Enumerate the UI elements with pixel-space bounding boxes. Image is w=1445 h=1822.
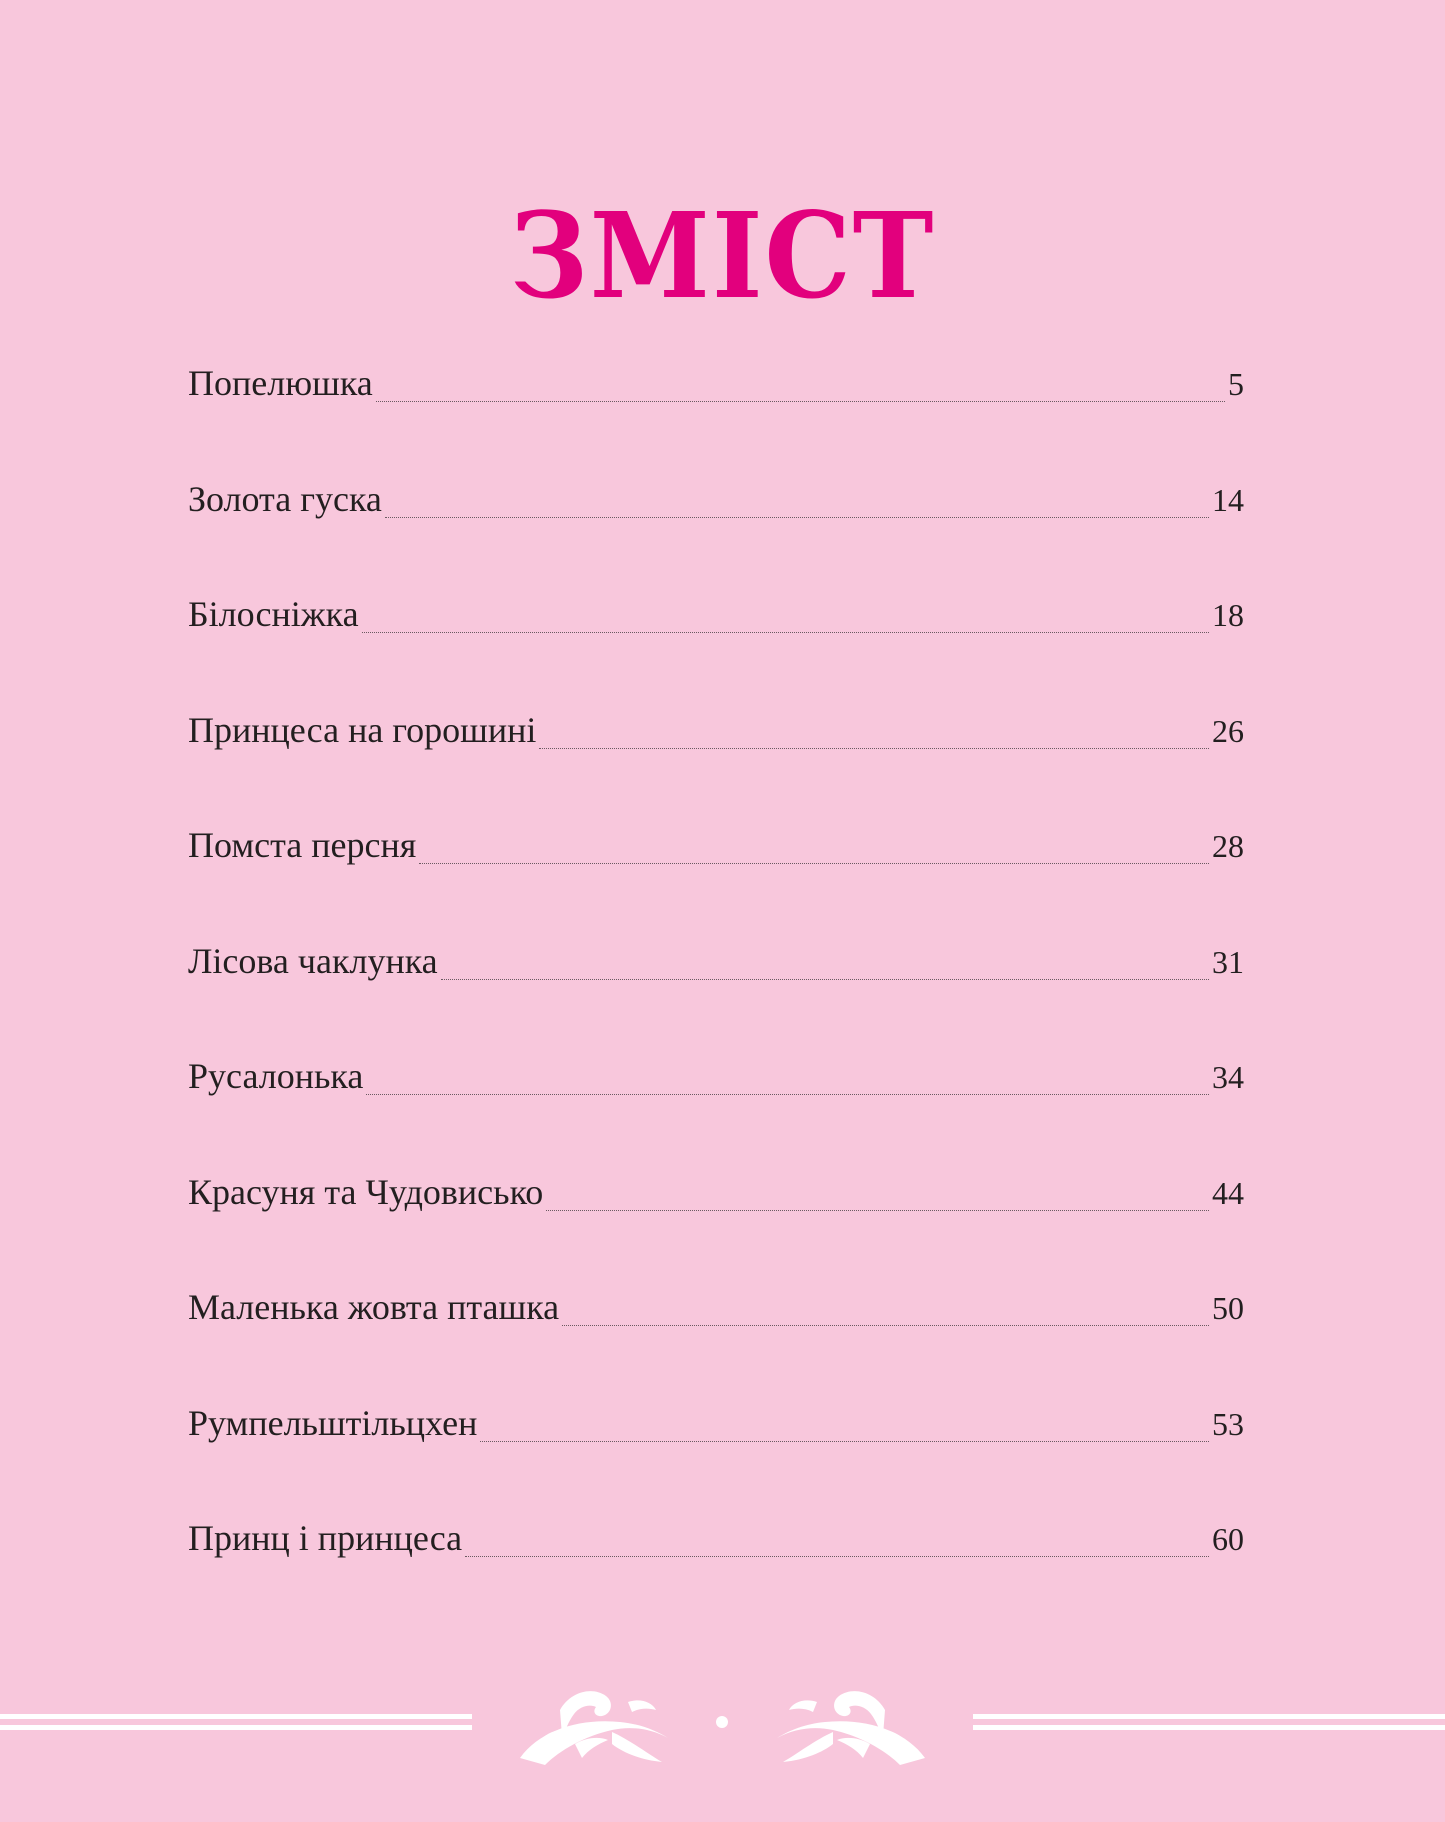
toc-entry[interactable] — [188, 1402, 1244, 1518]
left-flourish — [520, 1691, 668, 1765]
toc-entry-page: 50 — [1212, 1290, 1244, 1326]
toc-entry[interactable] — [188, 478, 1244, 594]
dot-leader — [480, 1440, 1209, 1442]
center-dot — [716, 1716, 728, 1728]
toc-entry[interactable] — [188, 362, 1244, 478]
toc-entry[interactable] — [188, 593, 1244, 709]
toc-entry-title: Принцеса на горошині — [188, 709, 537, 750]
dot-leader — [385, 516, 1209, 518]
toc-entry[interactable] — [188, 1286, 1244, 1402]
toc-entry-page: 34 — [1212, 1059, 1244, 1095]
dot-leader — [546, 1209, 1209, 1211]
toc-list — [188, 362, 1244, 1633]
toc-entry-page: 26 — [1212, 712, 1244, 749]
toc-entry-page: 18 — [1212, 597, 1244, 633]
dot-leader — [465, 1555, 1209, 1557]
dot-leader — [362, 631, 1209, 633]
right-rule-bottom — [973, 1725, 1445, 1730]
toc-entry-title: Попелюшка — [188, 363, 373, 403]
dot-leader — [419, 862, 1209, 864]
toc-entry-title: Русалонька — [188, 1056, 364, 1096]
toc-entry-title: Принц і принцеса — [188, 1518, 463, 1558]
toc-entry-page: 14 — [1212, 481, 1244, 518]
toc-entry-title: Білосніжка — [188, 594, 359, 634]
toc-entry-title: Лісова чаклунка — [188, 940, 438, 981]
toc-entry[interactable] — [188, 1171, 1244, 1287]
toc-entry[interactable] — [188, 709, 1244, 825]
toc-entry-page: 5 — [1228, 366, 1244, 402]
toc-entry-page: 53 — [1212, 1405, 1244, 1442]
left-rule-bottom — [0, 1725, 472, 1730]
dot-leader — [539, 747, 1209, 749]
toc-entry-page: 60 — [1212, 1521, 1244, 1557]
toc-entry-page: 28 — [1212, 828, 1244, 864]
left-rule-top — [0, 1714, 472, 1719]
toc-entry[interactable] — [188, 1055, 1244, 1171]
toc-entry-title: Румпельштільцхен — [188, 1402, 478, 1443]
page-title: ЗМІСТ — [509, 186, 936, 326]
toc-entry-page: 44 — [1212, 1174, 1244, 1211]
dot-leader — [376, 400, 1225, 402]
dot-leader — [441, 978, 1209, 980]
toc-entry-title: Золота гуска — [188, 478, 382, 519]
toc-entry[interactable] — [188, 1517, 1244, 1633]
toc-entry-title: Помста персня — [188, 825, 417, 865]
flourish-ornament-icon — [0, 1670, 1445, 1770]
right-rule-top — [973, 1714, 1445, 1719]
toc-entry-title: Красуня та Чудовисько — [188, 1171, 544, 1212]
toc-entry[interactable] — [188, 824, 1244, 940]
dot-leader — [562, 1324, 1209, 1326]
dot-leader — [366, 1093, 1209, 1095]
toc-entry-title: Маленька жовта пташка — [188, 1287, 560, 1327]
toc-entry-page: 31 — [1212, 943, 1244, 980]
toc-entry[interactable] — [188, 940, 1244, 1056]
right-flourish — [777, 1691, 925, 1765]
